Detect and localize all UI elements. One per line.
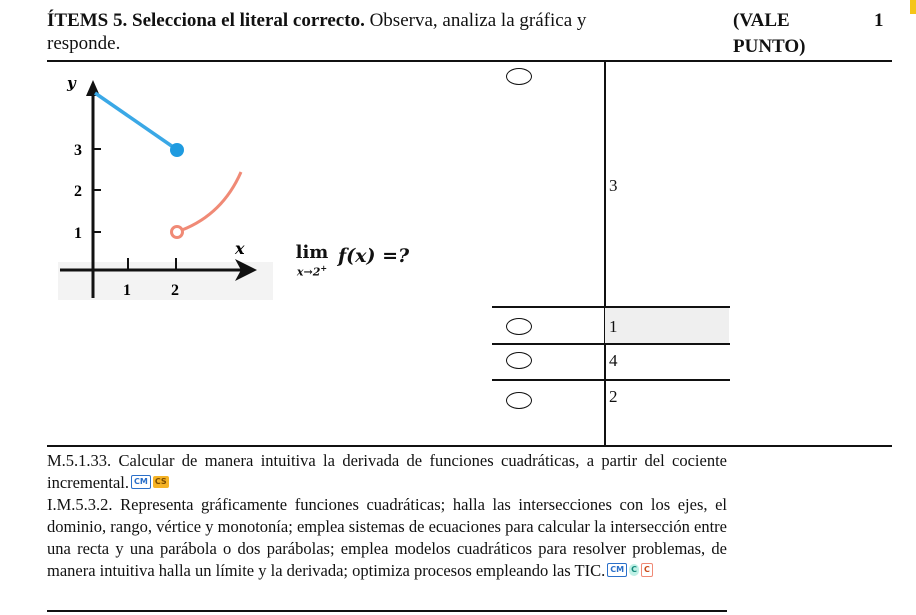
closed-point: [170, 143, 184, 157]
c-badge-icon: C: [631, 565, 637, 574]
item-number: ÍTEMS 5.: [47, 10, 128, 31]
open-point: [172, 227, 183, 238]
footer-criteria: [47, 450, 727, 582]
red-curve: [182, 172, 241, 230]
computer-badge-icon: C: [641, 563, 653, 577]
instruction-text: Observa, analiza la gráfica y: [369, 10, 587, 31]
x-axis-label: x: [235, 239, 245, 258]
lim-subscript: [292, 262, 332, 279]
option-radio-1[interactable]: [506, 318, 532, 335]
question-header: [47, 9, 687, 55]
function-graph: [55, 66, 275, 302]
blue-segment: [95, 93, 176, 149]
option-radio-4[interactable]: [506, 352, 532, 369]
options-divider: [604, 61, 606, 446]
indicator-paragraph: [47, 494, 727, 582]
option-label-4: 4: [609, 351, 618, 370]
cm-badge-icon: CM: [607, 563, 627, 577]
option-radio-3[interactable]: [506, 68, 532, 85]
x-tick-label: 1: [123, 282, 131, 299]
lim-text: lim: [295, 242, 329, 263]
x-tick-label: 2: [171, 282, 179, 299]
cm-badge-icon: CM: [131, 475, 151, 489]
option-label-3: 3: [609, 176, 618, 195]
option-highlight: [605, 307, 729, 345]
option-radio-2[interactable]: [506, 392, 532, 409]
limit-expression: f(x) =?: [338, 245, 410, 267]
option-separator: [492, 379, 730, 381]
footer-divider: [47, 445, 892, 447]
corner-marker: [910, 0, 916, 14]
y-tick-label: 1: [74, 225, 82, 242]
lim-subscript-sup: +: [320, 263, 328, 273]
instruction-bold: Selecciona el literal correcto.: [132, 10, 365, 31]
value-label-open: (VALE: [733, 10, 790, 31]
option-separator: [492, 343, 730, 345]
header-divider: [47, 60, 892, 62]
criterion-paragraph: [47, 450, 727, 494]
limit-operator: [292, 244, 332, 279]
option-separator: [492, 306, 730, 308]
value-label-close: PUNTO): [733, 36, 806, 57]
option-label-2: 2: [609, 387, 618, 406]
y-tick-label: 3: [74, 142, 82, 159]
y-tick-label: 2: [74, 183, 82, 200]
footer-bottom-line: [47, 610, 727, 612]
value-number: 1: [874, 10, 884, 31]
indicator-text: I.M.5.3.2. Representa gráficamente funciones cuadráticas; halla las intersecciones con los ejes, el dominio, rango, vértice y monotonía; emplea sistemas de ecuaciones para calcular la intersección entre una recta y una parábola o dos parábolas; emplea modelos cuadráticos para resolver problemas, de manera intuitiva halla un límite y la derivada; optimiza procesos empleando las TIC.: [47, 495, 727, 580]
y-axis-label: y: [67, 74, 76, 92]
lim-subscript-text: x→2: [296, 265, 321, 279]
cs-badge-icon: CS: [154, 477, 167, 486]
value-label: [733, 9, 790, 32]
instruction-text-line2: responde.: [47, 33, 121, 54]
criterion-text: M.5.1.33. Calcular de manera intuitiva la derivada de funciones cuadráticas, a partir del cociente incremental.: [47, 451, 727, 492]
option-label-1: 1: [609, 317, 618, 336]
